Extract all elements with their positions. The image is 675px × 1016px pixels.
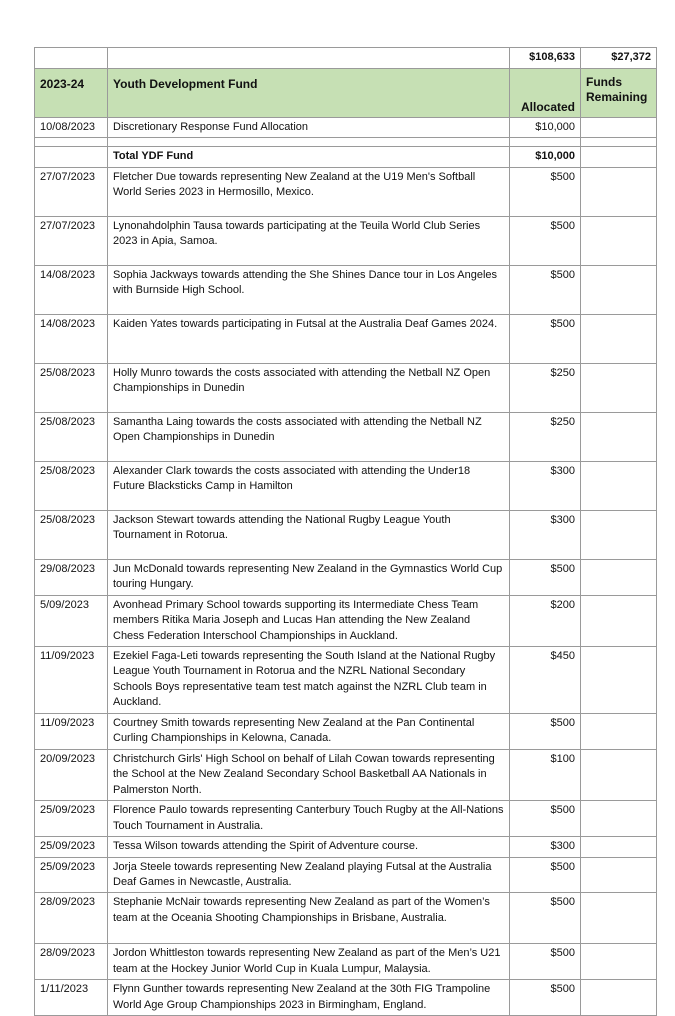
row-date: 14/08/2023 <box>35 314 108 363</box>
empty-cell <box>35 147 108 167</box>
row-description: Jun McDonald towards representing New Zealand in the Gymnastics World Cup touring Hungary. <box>108 559 510 595</box>
row-description: Florence Paulo towards representing Canterbury Touch Rugby at the All-Nations Touch Tournament in Australia. <box>108 801 510 837</box>
grand-totals-row <box>35 48 657 69</box>
allocation-date: 10/08/2023 <box>35 118 108 138</box>
row-date: 20/09/2023 <box>35 750 108 801</box>
allocation-row <box>35 118 657 138</box>
empty-cell <box>510 138 581 147</box>
row-date: 27/07/2023 <box>35 216 108 265</box>
row-allocated: $100 <box>510 750 581 801</box>
row-allocated: $500 <box>510 265 581 314</box>
row-remaining <box>581 647 657 714</box>
header-year: 2023-24 <box>35 69 108 118</box>
header-remaining-line1: Funds <box>586 75 622 89</box>
row-allocated: $500 <box>510 167 581 216</box>
row-date: 28/09/2023 <box>35 893 108 944</box>
row-remaining <box>581 363 657 412</box>
row-description: Tessa Wilson towards attending the Spirit of Adventure course. <box>108 837 510 857</box>
row-date: 14/08/2023 <box>35 265 108 314</box>
row-date: 25/09/2023 <box>35 857 108 893</box>
row-remaining <box>581 265 657 314</box>
row-remaining <box>581 314 657 363</box>
row-date: 11/09/2023 <box>35 647 108 714</box>
row-date: 1/11/2023 <box>35 980 108 1016</box>
row-allocated: $200 <box>510 595 581 646</box>
row-allocated: $300 <box>510 510 581 559</box>
row-remaining <box>581 980 657 1016</box>
total-amount: $10,000 <box>510 147 581 167</box>
table-row <box>35 314 657 363</box>
fund-table <box>34 47 657 1016</box>
header-row <box>35 69 657 118</box>
row-remaining <box>581 714 657 750</box>
row-allocated: $450 <box>510 647 581 714</box>
row-description: Ezekiel Faga-Leti towards representing the South Island at the National Rugby League Youth Tournament in Rotorua and the NZRL National Secondary Schools Boys representative team test match against the NZRL Club team in Auckland. <box>108 647 510 714</box>
spacer-row <box>35 138 657 147</box>
total-row <box>35 147 657 167</box>
row-remaining <box>581 412 657 461</box>
empty-cell <box>581 147 657 167</box>
row-date: 25/08/2023 <box>35 461 108 510</box>
row-date: 11/09/2023 <box>35 714 108 750</box>
table-row <box>35 510 657 559</box>
row-date: 25/08/2023 <box>35 412 108 461</box>
table-row <box>35 750 657 801</box>
row-allocated: $250 <box>510 363 581 412</box>
row-description: Courtney Smith towards representing New Zealand at the Pan Continental Curling Championships in Kelowna, Canada. <box>108 714 510 750</box>
table-row <box>35 893 657 944</box>
row-allocated: $250 <box>510 412 581 461</box>
row-allocated: $500 <box>510 944 581 980</box>
row-description: Avonhead Primary School towards supporting its Intermediate Chess Team members Ritika Maria Joseph and Lucas Han attending the New Zealand Chess Federation Interschool Championships in Auckland. <box>108 595 510 646</box>
empty-cell <box>581 138 657 147</box>
row-remaining <box>581 510 657 559</box>
empty-cell <box>108 48 510 69</box>
empty-cell <box>581 118 657 138</box>
header-funds-remaining <box>581 69 657 118</box>
table-row <box>35 265 657 314</box>
row-date: 25/08/2023 <box>35 510 108 559</box>
table-row <box>35 167 657 216</box>
row-allocated: $500 <box>510 714 581 750</box>
row-description: Jordon Whittleston towards representing New Zealand as part of the Men’s U21 team at the Hockey Junior World Cup in Kuala Lumpur, Malaysia. <box>108 944 510 980</box>
row-allocated: $500 <box>510 559 581 595</box>
table-row <box>35 647 657 714</box>
row-date: 27/07/2023 <box>35 167 108 216</box>
row-allocated: $500 <box>510 314 581 363</box>
table-row <box>35 363 657 412</box>
empty-cell <box>35 138 108 147</box>
table-row <box>35 801 657 837</box>
table-row <box>35 837 657 857</box>
row-description: Christchurch Girls' High School on behalf of Lilah Cowan towards representing the School at the New Zealand Secondary School Basketball AA Nationals in Palmerston North. <box>108 750 510 801</box>
row-description: Fletcher Due towards representing New Zealand at the U19 Men's Softball World Series 2023 in Hermosillo, Mexico. <box>108 167 510 216</box>
row-date: 29/08/2023 <box>35 559 108 595</box>
empty-cell <box>35 48 108 69</box>
grand-total-allocated: $108,633 <box>510 48 581 69</box>
row-remaining <box>581 216 657 265</box>
table-row <box>35 461 657 510</box>
row-date: 28/09/2023 <box>35 944 108 980</box>
table-row <box>35 412 657 461</box>
row-allocated: $500 <box>510 801 581 837</box>
row-remaining <box>581 595 657 646</box>
table-row <box>35 559 657 595</box>
row-remaining <box>581 559 657 595</box>
allocation-amount: $10,000 <box>510 118 581 138</box>
row-remaining <box>581 857 657 893</box>
empty-cell <box>108 138 510 147</box>
table-row <box>35 714 657 750</box>
header-remaining-line2: Remaining <box>586 90 648 104</box>
table-row <box>35 857 657 893</box>
row-description: Kaiden Yates towards participating in Futsal at the Australia Deaf Games 2024. <box>108 314 510 363</box>
row-description: Jackson Stewart towards attending the National Rugby League Youth Tournament in Rotorua. <box>108 510 510 559</box>
table-row <box>35 595 657 646</box>
total-label: Total YDF Fund <box>108 147 510 167</box>
row-allocated: $500 <box>510 893 581 944</box>
row-description: Samantha Laing towards the costs associated with attending the Netball NZ Open Championships in Dunedin <box>108 412 510 461</box>
row-remaining <box>581 750 657 801</box>
row-allocated: $300 <box>510 837 581 857</box>
row-allocated: $300 <box>510 461 581 510</box>
row-date: 25/09/2023 <box>35 837 108 857</box>
row-allocated: $500 <box>510 980 581 1016</box>
row-date: 25/09/2023 <box>35 801 108 837</box>
row-description: Alexander Clark towards the costs associated with attending the Under18 Future Blacksticks Camp in Hamilton <box>108 461 510 510</box>
row-description: Stephanie McNair towards representing New Zealand as part of the Women’s team at the Oceania Shooting Championships in Brisbane, Australia. <box>108 893 510 944</box>
row-date: 5/09/2023 <box>35 595 108 646</box>
table-row <box>35 980 657 1016</box>
allocation-description: Discretionary Response Fund Allocation <box>108 118 510 138</box>
header-allocated: Allocated <box>510 69 581 118</box>
row-description: Flynn Gunther towards representing New Zealand at the 30th FIG Trampoline World Age Group Championships 2023 in Birmingham, England. <box>108 980 510 1016</box>
header-fund-title: Youth Development Fund <box>108 69 510 118</box>
row-remaining <box>581 944 657 980</box>
row-remaining <box>581 801 657 837</box>
row-remaining <box>581 461 657 510</box>
row-allocated: $500 <box>510 216 581 265</box>
row-remaining <box>581 167 657 216</box>
row-allocated: $500 <box>510 857 581 893</box>
grand-total-remaining: $27,372 <box>581 48 657 69</box>
row-description: Holly Munro towards the costs associated with attending the Netball NZ Open Championships in Dunedin <box>108 363 510 412</box>
table-row <box>35 944 657 980</box>
row-remaining <box>581 893 657 944</box>
table-row <box>35 216 657 265</box>
row-date: 25/08/2023 <box>35 363 108 412</box>
row-remaining <box>581 837 657 857</box>
row-description: Sophia Jackways towards attending the She Shines Dance tour in Los Angeles with Burnside High School. <box>108 265 510 314</box>
row-description: Lynonahdolphin Tausa towards participating at the Teuila World Club Series 2023 in Apia, Samoa. <box>108 216 510 265</box>
row-description: Jorja Steele towards representing New Zealand playing Futsal at the Australia Deaf Games in Newcastle, Australia. <box>108 857 510 893</box>
